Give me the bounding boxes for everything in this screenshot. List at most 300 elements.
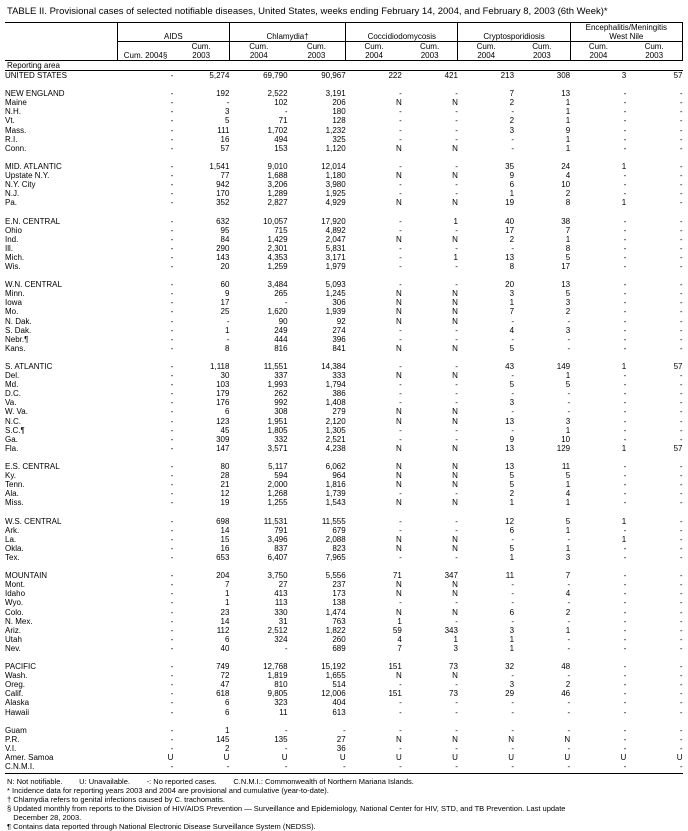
cell-value: - [623,416,627,426]
cell-value: 1 [509,552,515,562]
cell-value: - [170,698,174,708]
table-row [5,198,683,207]
cell-value: 5 [565,380,571,390]
cell-value: - [623,462,627,472]
cell-value: N [452,462,458,472]
row-area-label: V.I. [5,743,17,753]
cell-value: 4 [565,489,571,499]
table-row [5,71,683,81]
cell-value: - [455,334,458,344]
cell-value: 3,171 [325,252,346,262]
row-area-label: Hawaii [5,707,30,717]
table-row [5,708,683,717]
cell-value: N [396,289,402,299]
cell-value: - [623,289,627,299]
row-area-label: Wyo. [5,598,24,608]
cell-value: 13 [505,416,515,426]
row-area-label: Mass. [5,125,27,135]
cell-value: - [170,398,174,408]
cell-value: 11,551 [263,362,288,371]
cell-value: 1 [565,371,571,381]
cell-value: 179 [216,389,230,399]
cell-value: N [452,143,458,153]
cell-value: N [452,534,458,544]
cell-value: N [452,580,458,590]
cell-value: 4 [509,325,515,335]
row-area-label: Maine [5,98,27,108]
cell-value: 1,993 [267,380,288,390]
cell-value: 10 [561,180,571,190]
cell-value: - [623,616,627,626]
row-area-label: R.I. [5,134,18,144]
table-row [5,598,683,607]
cell-value: 151 [388,662,402,672]
cell-value: 1,819 [267,671,288,681]
cell-value: 309 [216,434,230,444]
cell-value: - [170,480,174,490]
cell-value: 6 [509,607,515,617]
cell-value: - [623,471,627,481]
cell-value: - [170,234,174,244]
cell-value: - [170,589,174,599]
cell-value: 123 [216,416,230,426]
cell-value: - [623,389,627,399]
row-area-label: La. [5,534,17,544]
cell-value: 23 [220,607,230,617]
cell-value: - [679,571,683,581]
cell-value: - [623,525,627,535]
cell-value: 32 [505,662,515,672]
cell-value: 1,180 [325,171,346,181]
cell-value: 9,010 [267,161,288,171]
cell-value: 1 [453,634,458,644]
row-area-label: N. Dak. [5,316,32,326]
cell-value: - [399,334,402,344]
cell-value: 3 [565,325,571,335]
table-row [5,126,683,135]
cell-value: - [170,662,174,672]
cell-value: - [170,580,174,590]
cell-value: - [679,125,683,135]
cell-value: N [396,416,402,426]
cell-value: - [284,643,288,653]
cell-value: - [623,707,627,717]
cell-value: - [567,316,571,326]
cell-value: - [567,334,571,344]
cell-value: 265 [274,289,288,299]
cell-value: - [623,625,627,635]
cell-value: - [455,189,458,199]
cell-value: N [396,471,402,481]
cell-value: 113 [274,598,288,608]
cell-value: - [170,443,174,453]
cell-value: 4,238 [325,443,346,453]
table-row [5,89,683,98]
cell-value: 31 [278,616,288,626]
cell-value: - [170,671,174,681]
cell-value: - [399,380,402,390]
cell-value: 14 [220,525,230,535]
cell-value: - [623,407,627,417]
cell-value: 421 [444,71,458,80]
cell-value: 180 [332,107,346,117]
cell-value: - [679,671,683,681]
cell-value: 324 [274,634,288,644]
cell-value: 3 [565,298,571,308]
row-area-label: Ga. [5,434,18,444]
row-spacer [5,80,683,89]
cell-value: 2,521 [325,434,346,444]
cell-value: 1,794 [325,380,346,390]
cell-value: N [396,607,402,617]
cell-value: 249 [274,325,288,335]
cell-value: 1 [509,298,515,308]
cell-value: N [396,371,402,381]
cell-value: - [623,343,627,353]
cell-value: 222 [388,71,402,80]
cell-value: - [679,498,683,508]
row-area-label: Ind. [5,234,19,244]
cell-value: - [170,289,174,299]
cell-value: - [623,216,627,226]
cell-value: N [452,734,458,744]
cell-value: - [623,680,627,690]
footnote-2: † Chlamydia refers to genital infections caused by C. trachomatis. [7,795,226,805]
cell-value: 823 [332,543,346,553]
cell-value: - [455,425,458,435]
cell-value: 2 [565,680,571,690]
cell-value: 1 [621,534,627,544]
cell-value: 35 [505,161,515,171]
cell-value: U [508,753,515,763]
cell-value: 2 [565,189,571,199]
row-area-label: Mich. [5,252,25,262]
cell-value: 11,531 [263,516,288,526]
cell-value: 308 [274,407,288,417]
cell-value: 57 [220,143,230,153]
cell-value: - [170,389,174,399]
cell-value: 12,006 [321,689,346,699]
cell-value: 1 [509,498,515,508]
cell-value: - [170,189,174,199]
cell-value: - [455,380,458,390]
cell-value: - [170,143,174,153]
cell-value: 1 [565,425,571,435]
cell-value: 791 [274,525,288,535]
cell-value: 2,512 [267,625,288,635]
cell-value: - [455,107,458,117]
cell-value: 841 [332,343,346,353]
cell-value: 6 [225,634,230,644]
cell-value: - [511,698,515,708]
cell-value: 444 [274,334,288,344]
cell-value: 7 [565,571,571,581]
cell-value: 308 [556,71,571,80]
row-area-label: C.N.M.I. [5,762,35,772]
cell-value: 20 [220,261,230,271]
cell-value: 135 [274,734,288,744]
table-row [5,398,683,407]
cell-value: 6,407 [267,552,288,562]
table-row [5,417,683,426]
row-area-label: Idaho [5,589,26,599]
cell-value: - [455,616,458,626]
table-row [5,217,683,226]
footnote-legend: N: Not notifiable. U: Unavailable. -: No reported cases. C.N.M.I.: Commonwealth of Northern Mariana Islands. [7,777,414,787]
cell-value: 12 [220,489,230,499]
cell-value: 60 [220,280,230,290]
cell-value: 47 [220,680,230,690]
cell-value: 1 [565,625,571,635]
cell-value: - [399,725,402,735]
cell-value: 2,047 [325,234,346,244]
cell-value: 11 [561,462,571,472]
cell-value: 40 [220,643,230,653]
cell-value: - [623,189,627,199]
cell-value: 1,739 [325,489,346,499]
cell-value: 213 [500,71,515,80]
row-area-label: Ohio [5,225,22,235]
cell-value: 57 [673,71,683,80]
cell-value: - [679,398,683,408]
cell-value: 5 [509,480,515,490]
cell-value: 192 [216,89,230,99]
cell-value: - [343,762,346,772]
table-row [5,435,683,444]
cell-value: - [170,316,174,326]
cell-value: 24 [561,161,571,171]
cell-value: 170 [216,189,230,199]
row-spacer [5,717,683,726]
cell-value: 6 [225,407,230,417]
cell-value: - [623,243,627,253]
cell-value: 2 [509,98,515,108]
cell-value: 71 [392,571,402,581]
row-area-label: P.R. [5,734,20,744]
cell-value: - [399,525,402,535]
cell-value: - [567,534,571,544]
cell-value: 5 [565,516,571,526]
cell-value: - [226,98,230,108]
cell-value: - [170,298,174,308]
cell-value: N [452,407,458,417]
cell-value: 262 [274,389,288,399]
cell-value: 1,268 [267,489,288,499]
row-area-label: Del. [5,371,20,381]
cell-value: 17 [220,298,230,308]
cell-value: N [452,234,458,244]
table-row [5,589,683,598]
row-area-label: N.C. [5,416,21,426]
cell-value: - [623,98,627,108]
cell-value: N [396,171,402,181]
cell-value: N [396,443,402,453]
cell-value: - [679,416,683,426]
cell-value: 330 [274,607,288,617]
cell-value: - [455,261,458,271]
cell-value: - [170,116,174,126]
row-spacer [5,153,683,162]
cell-value: - [170,371,174,381]
cell-value: 46 [561,689,571,699]
cell-value: 1 [509,643,515,653]
cell-value: 36 [336,743,346,753]
footnote-3: § Updated monthly from reports to the Division of HIV/AIDS Prevention — Surveillance and Epidemiology, National Center for HIV, STD, and TB Prevention. Last update [7,804,566,814]
cell-value: 69,790 [263,71,288,80]
cell-value: - [567,343,571,353]
footnote-1: * Incidence data for reporting years 2003 and 2004 are provisional and cumulative (year-to-date). [7,786,329,796]
footnote-4: ¶ Contains data reported through National Electronic Disease Surveillance System (NEDSS). [7,822,316,831]
cell-value: 73 [449,689,458,699]
row-area-label: Md. [5,380,19,390]
cell-value: 3 [453,643,458,653]
cell-value: 3,484 [267,280,288,290]
cell-value: - [399,698,402,708]
cell-value: - [455,525,458,535]
cell-value: - [511,598,515,608]
col-reporting-area: Reporting area [5,61,117,71]
cell-value: N [564,734,571,744]
cell-value: - [679,180,683,190]
cell-value: - [170,498,174,508]
cell-value: 12,768 [263,662,288,672]
table-row [5,407,683,416]
table-row [5,335,683,344]
cell-value: N [452,607,458,617]
row-spacer [5,453,683,462]
cell-value: 2 [509,116,515,126]
cell-value: 1 [621,516,627,526]
cell-value: - [679,371,683,381]
cell-value: 2 [565,607,571,617]
cell-value: 594 [274,471,288,481]
cell-value: 27 [278,580,288,590]
cell-value: 749 [216,662,230,672]
cell-value: - [511,762,515,772]
col-wnv-2004: Cum. 2004 [588,42,608,60]
cell-value: - [511,580,515,590]
cell-value: 1,474 [325,607,346,617]
cell-value: 13 [561,280,571,290]
table-row [5,235,683,244]
cell-value: N [452,307,458,317]
row-area-label: Mo. [5,307,19,317]
cell-value: 7 [225,580,230,590]
cell-value: - [399,225,402,235]
cell-value: 92 [336,316,346,326]
cell-value: - [399,134,402,144]
row-area-label: Utah [5,634,22,644]
table-row [5,116,683,125]
cell-value: 80 [220,462,230,472]
cell-value: 5,093 [325,280,346,290]
cell-value: 323 [274,698,288,708]
cell-value: 204 [216,571,230,581]
cell-value: 8 [565,198,571,208]
cell-value: N [452,343,458,353]
cell-value: 613 [332,707,346,717]
row-area-label: W.S. CENTRAL [5,516,62,526]
cell-value: - [623,725,627,735]
cell-value: N [396,343,402,353]
cell-value: 1 [621,198,627,208]
cell-value: - [567,743,571,753]
cell-value: 149 [556,362,571,371]
table-row [5,489,683,498]
cell-value: 4,353 [267,252,288,262]
cell-value: 5,831 [325,243,346,253]
cell-value: 111 [217,125,230,135]
row-area-label: MID. ATLANTIC [5,161,62,171]
row-area-label: S. Dak. [5,325,32,335]
cell-value: - [567,707,571,717]
table-row [5,326,683,335]
row-area-label: S.C.¶ [5,425,25,435]
cell-value: 2,120 [325,416,346,426]
cell-value: - [399,762,402,772]
cell-value: - [399,325,402,335]
table-row [5,753,683,762]
cell-value: - [679,334,683,344]
cell-value: 3,571 [267,443,288,453]
cell-value: - [623,743,627,753]
cell-value: 15 [220,534,230,544]
cell-value: 57 [673,362,683,371]
row-area-label: Tex. [5,552,20,562]
cell-value: - [399,516,402,526]
table-row [5,317,683,326]
cell-value: 1 [225,725,230,735]
cell-value: 4 [565,171,571,181]
cell-value: - [455,389,458,399]
cell-value: 9,805 [267,689,288,699]
row-area-label: Vt. [5,116,15,126]
cell-value: 942 [216,180,230,190]
cell-value: 1 [565,543,571,553]
cell-value: - [511,371,515,381]
notifiable-diseases-table [5,22,683,771]
cell-value: - [455,725,458,735]
table-row [5,444,683,453]
row-area-label: Iowa [5,298,22,308]
cell-value: - [623,634,627,644]
cell-value: - [170,425,174,435]
cell-value: 698 [216,516,230,526]
col-aids-2003: Cum. 2003 [173,42,229,61]
cell-value: - [399,434,402,444]
cell-value: - [399,189,402,199]
table-row [5,762,683,771]
cell-value: - [623,371,627,381]
cell-value: - [623,698,627,708]
cell-value: 7,965 [325,552,346,562]
cell-value: 6 [225,698,230,708]
cell-value: 3 [565,416,571,426]
cell-value: N [452,471,458,481]
cell-value: - [170,534,174,544]
cell-value: - [623,89,627,99]
cell-value: - [399,116,402,126]
cell-value: 5 [565,252,571,262]
cell-value: 653 [216,552,230,562]
table-row [5,680,683,689]
cell-value: - [511,107,515,117]
cell-value: 386 [332,389,346,399]
cell-value: 325 [332,134,346,144]
cell-value: - [455,489,458,499]
cell-value: - [170,625,174,635]
cell-value: 128 [332,116,346,126]
